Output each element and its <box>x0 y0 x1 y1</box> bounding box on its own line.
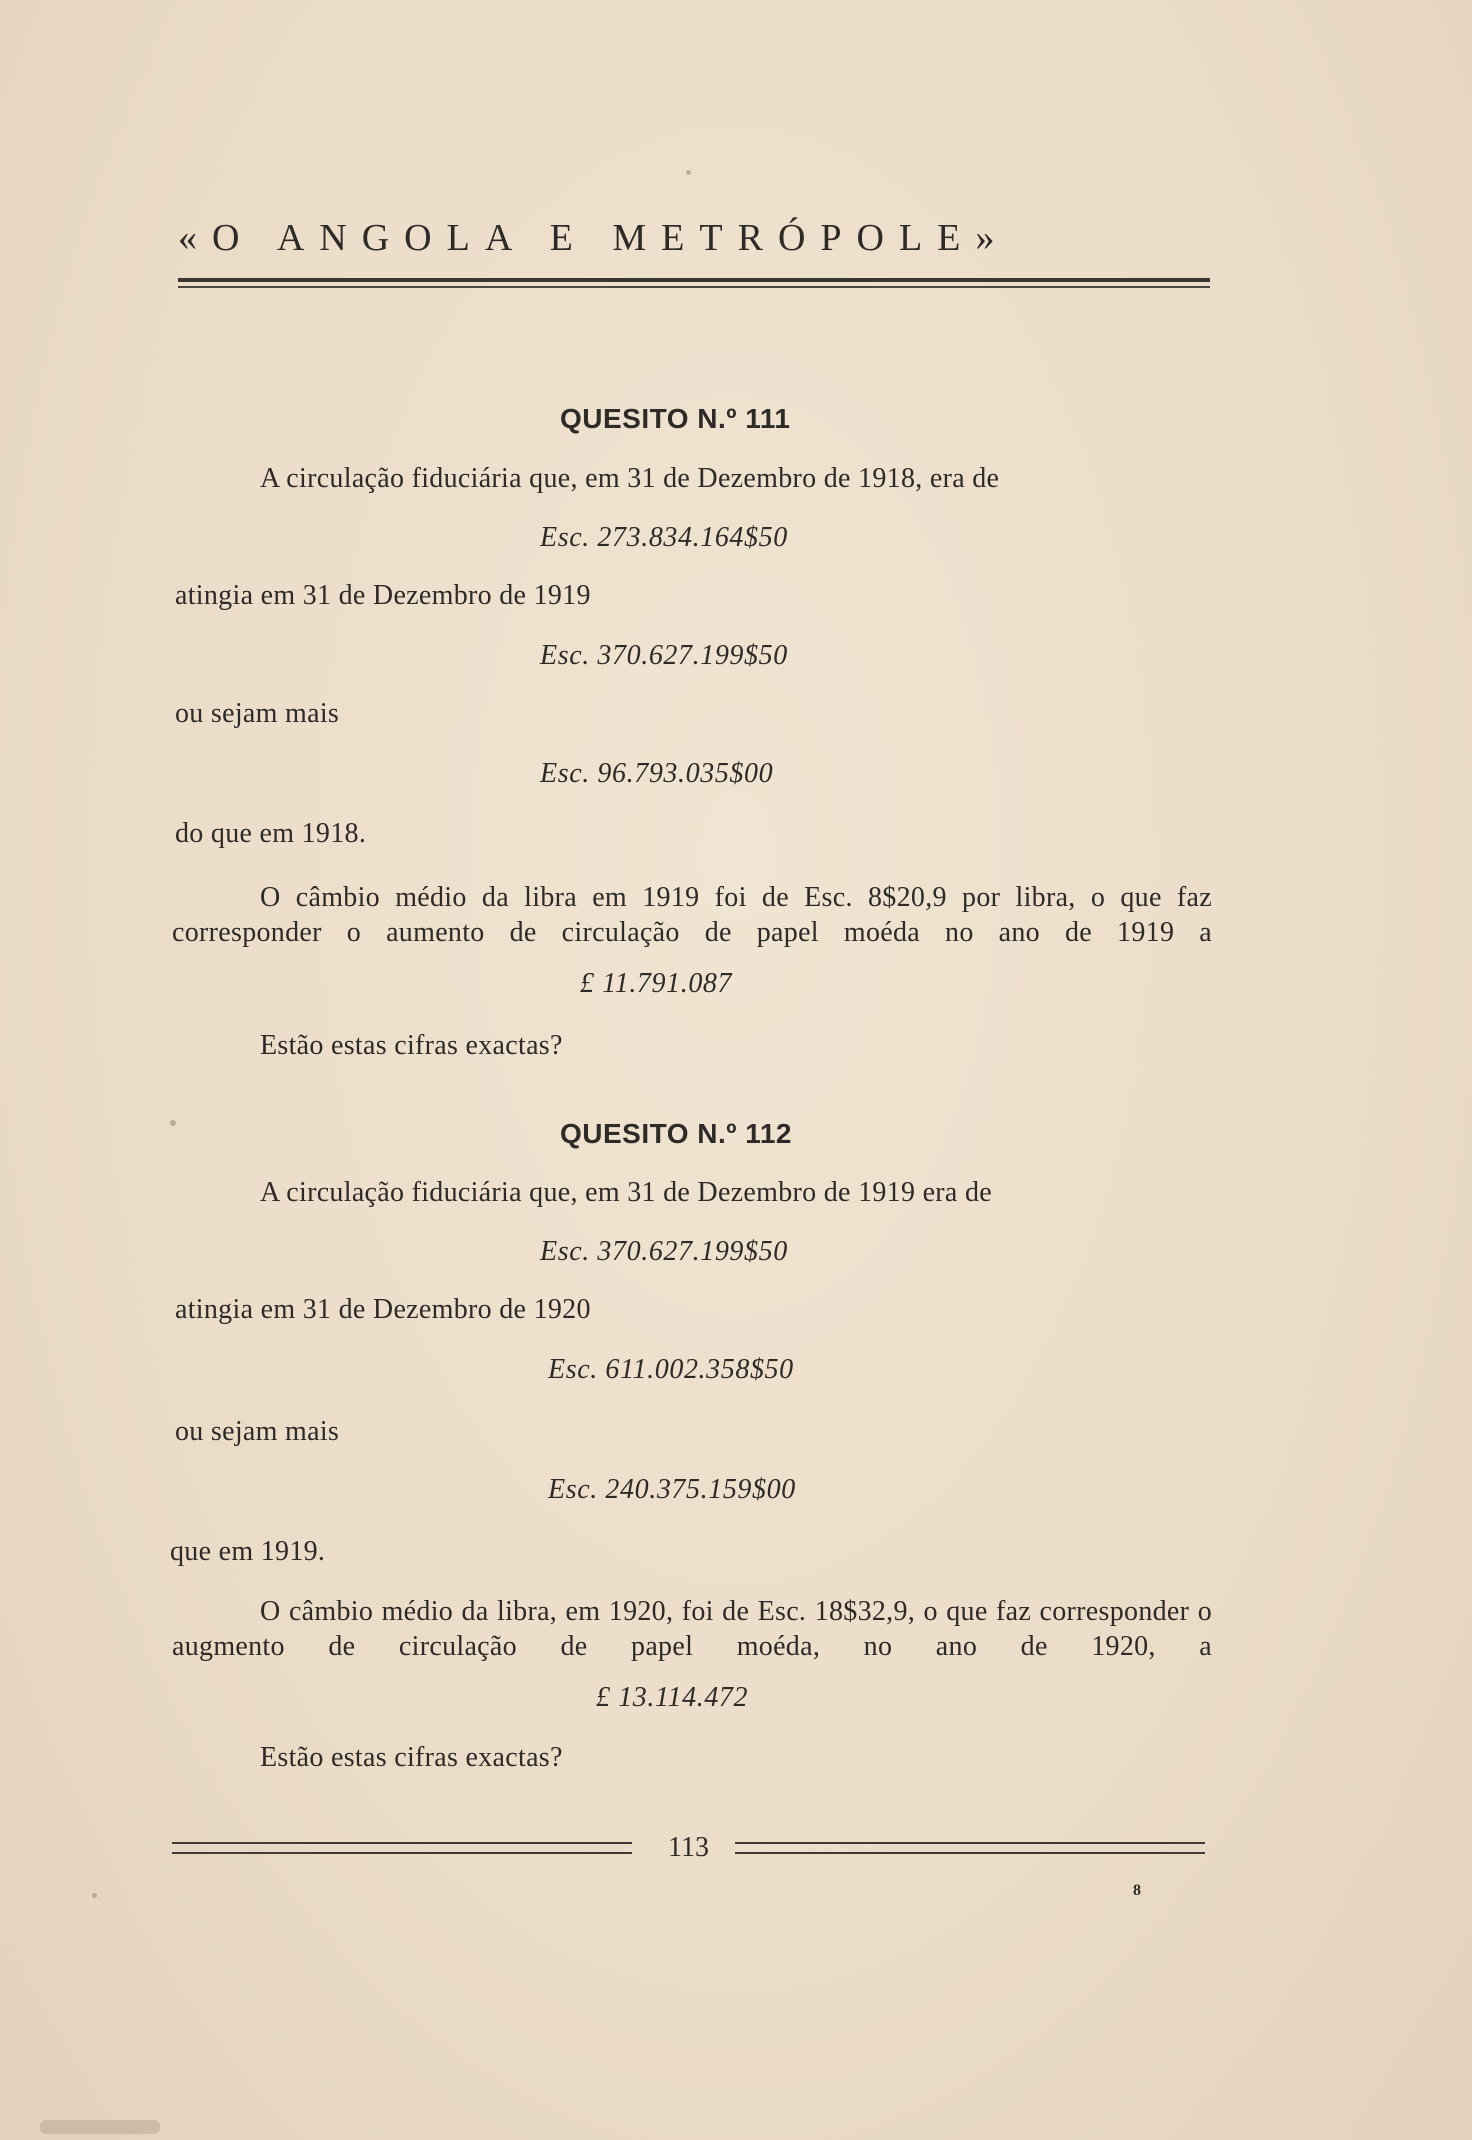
q111-line2: atingia em 31 de Dezembro de 1919 <box>175 580 591 611</box>
q112-line3: ou sejam mais <box>175 1416 340 1447</box>
paper-speck <box>92 1893 97 1898</box>
q111-amount3: Esc. 96.793.035$00 <box>540 758 774 789</box>
section-heading-111: QUESITO N.º 111 <box>560 403 791 434</box>
q112-pounds: £ 13.114.472 <box>596 1682 749 1713</box>
paper-speck <box>686 170 691 175</box>
q112-amount3: Esc. 240.375.159$00 <box>548 1474 796 1505</box>
q111-pounds: £ 11.791.087 <box>580 968 733 999</box>
q111-amount1: Esc. 273.834.164$50 <box>540 522 788 553</box>
q112-amount2: Esc. 611.002.358$50 <box>548 1354 794 1385</box>
footer-rule-right-bottom <box>735 1852 1205 1854</box>
section-heading-112: QUESITO N.º 112 <box>560 1118 792 1149</box>
footer-rule-left-top <box>172 1842 632 1844</box>
q111-line3: ou sejam mais <box>175 698 340 729</box>
q111-line4: do que em 1918. <box>175 818 367 849</box>
q111-exchange-paragraph: O câmbio médio da libra em 1919 foi de Esc. 8$20,9 por libra, o que faz corresponder o aumento de circulação de papel moéda no ano de 1919 a <box>172 882 1212 948</box>
q112-line2: atingia em 31 de Dezembro de 1920 <box>175 1294 591 1325</box>
printer-signature-mark: 8 <box>1133 1882 1141 1899</box>
running-header-title: «O ANGOLA E METRÓPOLE» <box>178 217 1010 259</box>
q112-amount1: Esc. 370.627.199$50 <box>540 1236 788 1267</box>
q112-line4: que em 1919. <box>170 1536 326 1567</box>
paper-stain <box>40 2120 160 2134</box>
header-rule-thin <box>178 286 1210 288</box>
q112-line1: A circulação fiduciária que, em 31 de Dezembro de 1919 era de <box>260 1177 992 1208</box>
q111-line1: A circulação fiduciária que, em 31 de Dezembro de 1918, era de <box>260 463 1000 494</box>
paper-speck <box>170 1120 176 1126</box>
footer-rule-right-top <box>735 1842 1205 1844</box>
q112-exchange-paragraph: O câmbio médio da libra, em 1920, foi de Esc. 18$32,9, o que faz corresponder o augmento de circulação de papel moéda, no ano de 1920, a <box>172 1596 1212 1662</box>
q111-question: Estão estas cifras exactas? <box>260 1030 563 1061</box>
header-rule-thick <box>178 278 1210 282</box>
page-number: 113 <box>668 1832 709 1863</box>
q111-amount2: Esc. 370.627.199$50 <box>540 640 788 671</box>
footer-rule-left-bottom <box>172 1852 632 1854</box>
q112-question: Estão estas cifras exactas? <box>260 1742 563 1773</box>
